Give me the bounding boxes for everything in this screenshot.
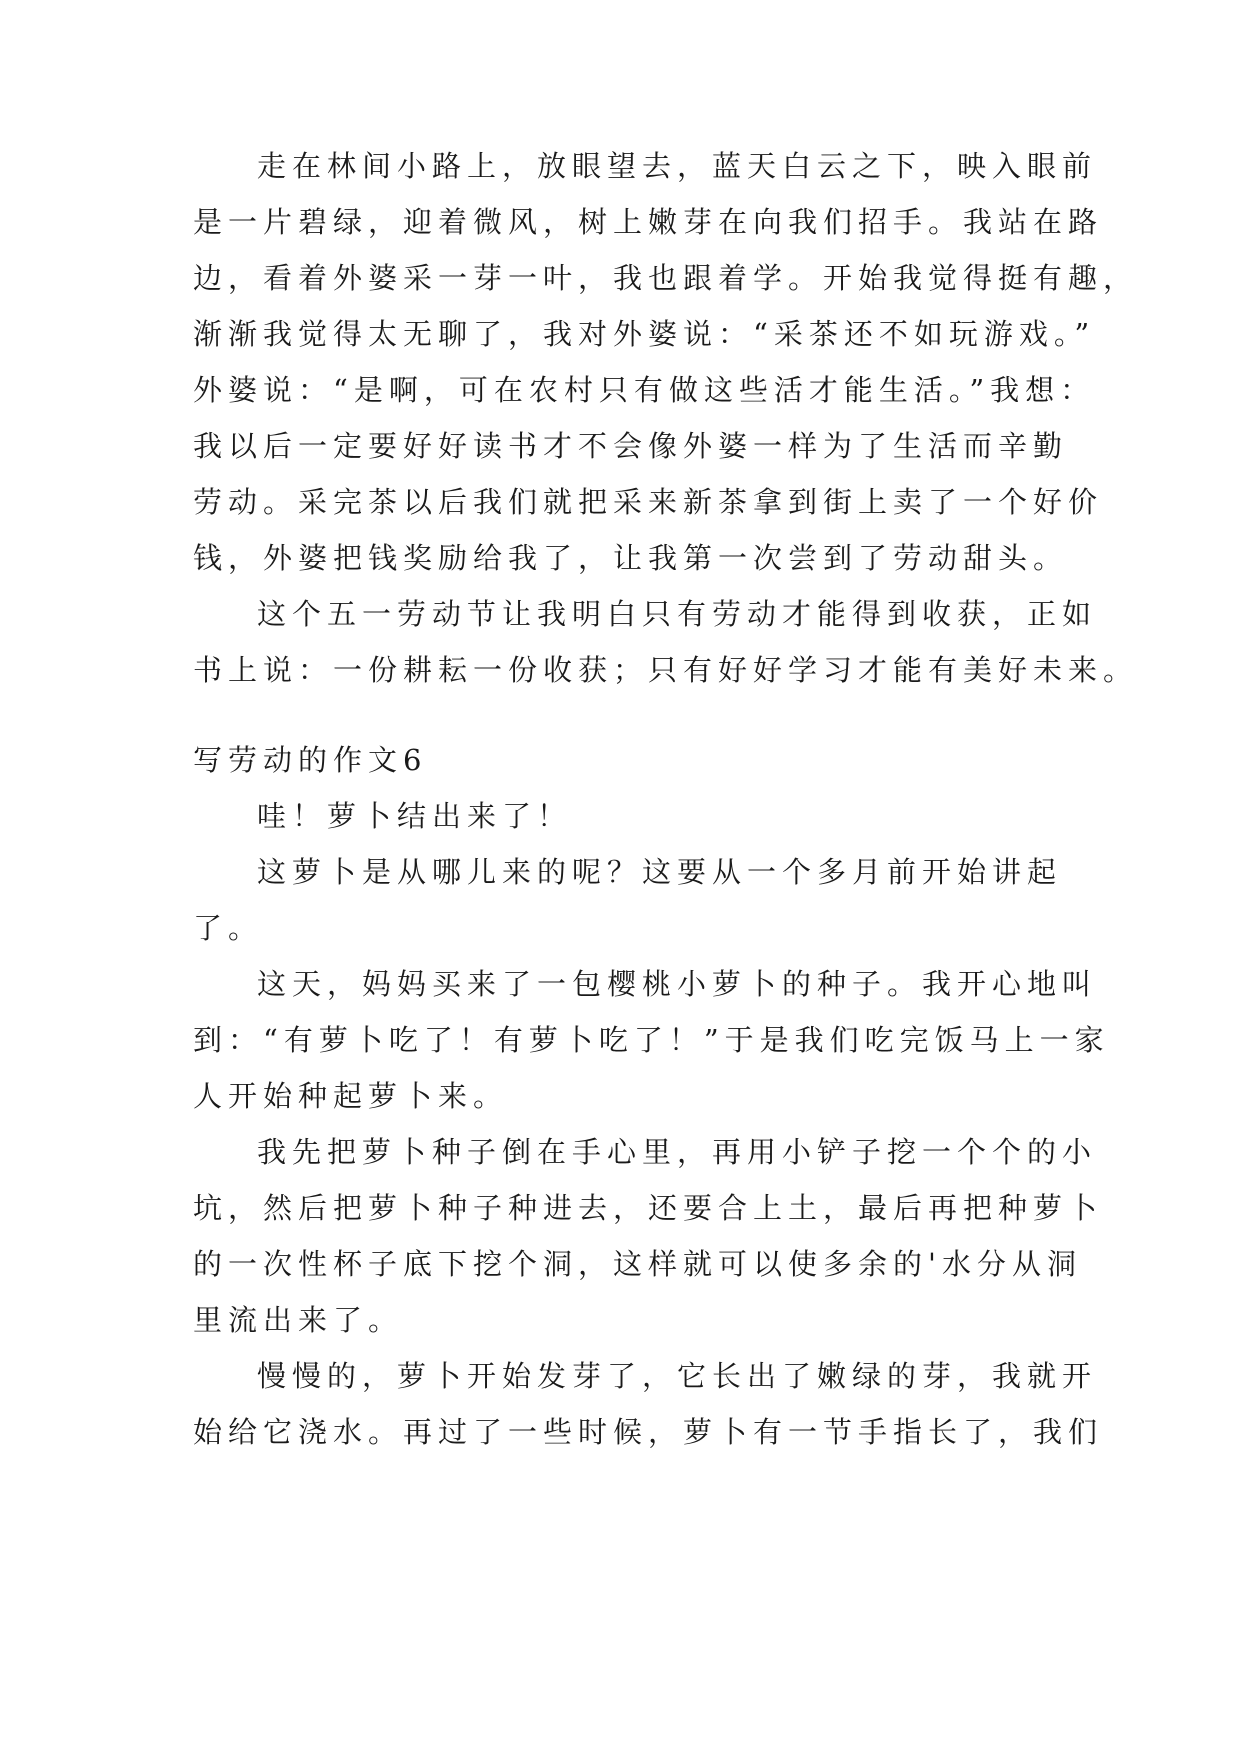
paragraph-line: 里流出来了。 bbox=[193, 1303, 404, 1337]
paragraph-line: 是一片碧绿，迎着微风，树上嫩芽在向我们招手。我站在路 bbox=[193, 205, 1104, 239]
paragraph-line: 这萝卜是从哪儿来的呢？这要从一个多月前开始讲起 bbox=[257, 855, 1063, 889]
paragraph-line: 哇！萝卜结出来了！ bbox=[257, 799, 573, 833]
paragraph-line: 始给它浇水。再过了一些时候，萝卜有一节手指长了，我们 bbox=[193, 1415, 1104, 1449]
paragraph-line: 到：“有萝卜吃了！有萝卜吃了！”于是我们吃完饭马上一家 bbox=[193, 1023, 1110, 1057]
paragraph-line: 我以后一定要好好读书才不会像外婆一样为了生活而辛勤 bbox=[193, 429, 1069, 463]
paragraph-line: 外婆说：“是啊，可在农村只有做这些活才能生活。”我想： bbox=[193, 373, 1096, 407]
paragraph-line: 的一次性杯子底下挖个洞，这样就可以使多余的'水分从洞 bbox=[193, 1247, 1082, 1281]
paragraph-line: 走在林间小路上，放眼望去，蓝天白云之下，映入眼前 bbox=[257, 149, 1098, 183]
paragraph-line: 坑，然后把萝卜种子种进去，还要合上土，最后再把种萝卜 bbox=[193, 1191, 1104, 1225]
paragraph-line: 人开始种起萝卜来。 bbox=[193, 1079, 509, 1113]
paragraph-line: 书上说：一份耕耘一份收获；只有好好学习才能有美好未来。 bbox=[193, 653, 1139, 687]
paragraph-line: 慢慢的，萝卜开始发芽了，它长出了嫩绿的芽，我就开 bbox=[257, 1359, 1098, 1393]
paragraph-line: 这个五一劳动节让我明白只有劳动才能得到收获，正如 bbox=[257, 597, 1098, 631]
paragraph-line: 了。 bbox=[193, 911, 264, 945]
section-title: 写劳动的作文6 bbox=[193, 743, 428, 777]
paragraph-line: 钱，外婆把钱奖励给我了，让我第一次尝到了劳动甜头。 bbox=[193, 541, 1069, 575]
paragraph-line: 我先把萝卜种子倒在手心里，再用小铲子挖一个个的小 bbox=[257, 1135, 1098, 1169]
paragraph-line: 这天，妈妈买来了一包樱桃小萝卜的种子。我开心地叫 bbox=[257, 967, 1098, 1001]
paragraph-line: 边，看着外婆采一芽一叶，我也跟着学。开始我觉得挺有趣， bbox=[193, 261, 1139, 295]
paragraph-line: 渐渐我觉得太无聊了，我对外婆说：“采茶还不如玩游戏。” bbox=[193, 317, 1096, 351]
paragraph-line: 劳动。采完茶以后我们就把采来新茶拿到街上卖了一个好价 bbox=[193, 485, 1104, 519]
